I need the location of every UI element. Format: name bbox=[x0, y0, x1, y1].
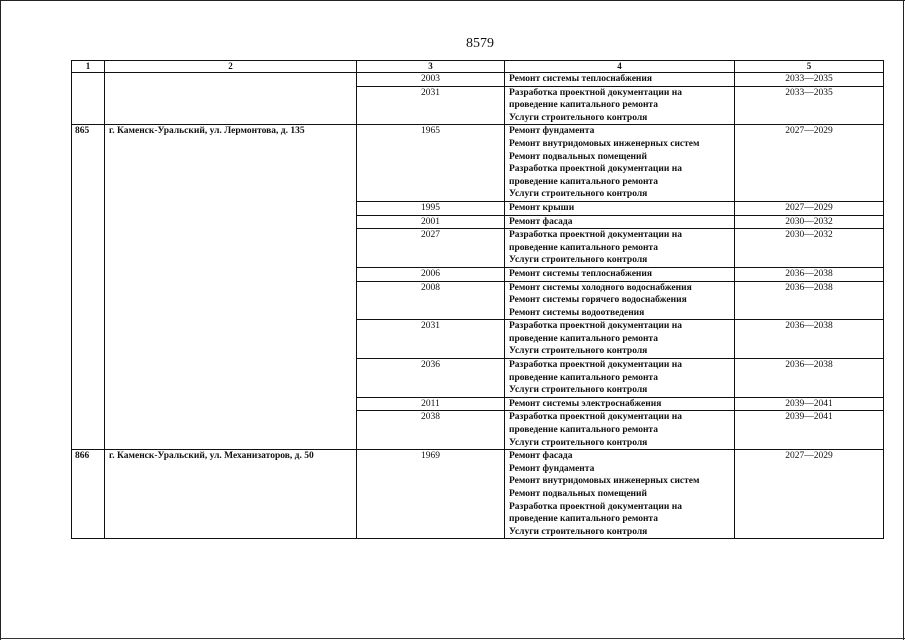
planned-period: 2036—2038 bbox=[735, 267, 884, 281]
work-item: Ремонт фасада bbox=[509, 216, 573, 227]
work-item: Услуги строительного контроля bbox=[509, 526, 648, 537]
work-item: проведение капитального ремонта bbox=[509, 425, 658, 436]
work-item: Разработка проектной документации на bbox=[509, 412, 682, 423]
planned-period: 2030—2032 bbox=[735, 215, 884, 229]
reference-year: 2038 bbox=[357, 411, 505, 450]
planned-period: 2027—2029 bbox=[735, 201, 884, 215]
scan-border-right bbox=[903, 0, 904, 640]
work-item: Разработка проектной документации на bbox=[509, 164, 682, 175]
column-header-5: 5 bbox=[735, 61, 884, 73]
work-item: Ремонт системы горячего водоснабжения bbox=[509, 295, 687, 306]
planned-period: 2033—2035 bbox=[735, 73, 884, 87]
building-number: 866 bbox=[72, 450, 105, 539]
work-types bbox=[505, 320, 735, 359]
work-types bbox=[505, 86, 735, 125]
work-item: проведение капитального ремонта bbox=[509, 242, 658, 253]
table-body bbox=[72, 73, 884, 539]
work-item: Разработка проектной документации на bbox=[509, 230, 682, 241]
work-item: Разработка проектной документации на bbox=[509, 87, 682, 98]
reference-year: 2006 bbox=[357, 267, 505, 281]
building-address: г. Каменск-Уральский, ул. Лермонтова, д. 135 bbox=[105, 125, 357, 450]
scan-border-top bbox=[0, 0, 905, 1]
column-header-4: 4 bbox=[505, 61, 735, 73]
reference-year: 1969 bbox=[357, 450, 505, 539]
planned-period: 2027—2029 bbox=[735, 125, 884, 202]
page-number: 8579 bbox=[466, 36, 494, 51]
reference-year: 1995 bbox=[357, 201, 505, 215]
reference-year: 2003 bbox=[357, 73, 505, 87]
work-item: Ремонт крыши bbox=[509, 202, 575, 213]
work-item: Услуги строительного контроля bbox=[509, 112, 648, 123]
work-types bbox=[505, 125, 735, 202]
work-types bbox=[505, 411, 735, 450]
building-address bbox=[105, 73, 357, 125]
planned-period: 2036—2038 bbox=[735, 320, 884, 359]
column-header-2: 2 bbox=[105, 61, 357, 73]
reference-year: 2031 bbox=[357, 320, 505, 359]
planned-period: 2036—2038 bbox=[735, 359, 884, 398]
work-item: Ремонт системы электроснабжения bbox=[509, 398, 662, 409]
work-item: Разработка проектной документации на bbox=[509, 321, 682, 332]
reference-year: 1965 bbox=[357, 125, 505, 202]
work-types bbox=[505, 359, 735, 398]
work-item: Ремонт системы теплоснабжения bbox=[509, 268, 653, 279]
column-header-1: 1 bbox=[72, 61, 105, 73]
work-item: проведение капитального ремонта bbox=[509, 176, 658, 187]
building-address: г. Каменск-Уральский, ул. Механизаторов, д. 50 bbox=[105, 450, 357, 539]
planned-period: 2030—2032 bbox=[735, 229, 884, 268]
building-number bbox=[72, 73, 105, 125]
work-types bbox=[505, 397, 735, 411]
work-types bbox=[505, 450, 735, 539]
reference-year: 2001 bbox=[357, 215, 505, 229]
work-types bbox=[505, 73, 735, 87]
work-item: Ремонт системы теплоснабжения bbox=[509, 74, 653, 84]
work-item: проведение капитального ремонта bbox=[509, 333, 658, 344]
scan-border-bottom bbox=[0, 638, 905, 639]
work-types bbox=[505, 229, 735, 268]
work-item: Услуги строительного контроля bbox=[509, 189, 648, 200]
work-types bbox=[505, 267, 735, 281]
work-types bbox=[505, 201, 735, 215]
column-header-3: 3 bbox=[357, 61, 505, 73]
table-row bbox=[72, 125, 884, 202]
work-item: Ремонт внутридомовых инженерных систем bbox=[509, 476, 700, 487]
work-item: Ремонт фундамента bbox=[509, 463, 595, 474]
work-item: Ремонт фасада bbox=[509, 451, 573, 462]
work-item: Ремонт фундамента bbox=[509, 126, 595, 137]
work-item: Ремонт внутридомовых инженерных систем bbox=[509, 138, 700, 149]
planned-period: 2039—2041 bbox=[735, 397, 884, 411]
reference-year: 2031 bbox=[357, 86, 505, 125]
table-row bbox=[72, 450, 884, 539]
table-header-row bbox=[72, 61, 884, 73]
work-item: Услуги строительного контроля bbox=[509, 437, 648, 448]
planned-period: 2039—2041 bbox=[735, 411, 884, 450]
repair-schedule-table bbox=[71, 60, 884, 539]
building-number: 865 bbox=[72, 125, 105, 450]
scan-border-left bbox=[0, 0, 1, 640]
table-row bbox=[72, 73, 884, 87]
work-types bbox=[505, 215, 735, 229]
planned-period: 2033—2035 bbox=[735, 86, 884, 125]
work-types bbox=[505, 281, 735, 320]
work-item: Ремонт системы холодного водоснабжения bbox=[509, 282, 692, 293]
planned-period: 2027—2029 bbox=[735, 450, 884, 539]
reference-year: 2027 bbox=[357, 229, 505, 268]
work-item: проведение капитального ремонта bbox=[509, 514, 658, 525]
work-item: Ремонт подвальных помещений bbox=[509, 151, 647, 162]
reference-year: 2036 bbox=[357, 359, 505, 398]
work-item: проведение капитального ремонта bbox=[509, 372, 658, 383]
work-item: Услуги строительного контроля bbox=[509, 385, 648, 396]
work-item: Разработка проектной документации на bbox=[509, 501, 682, 512]
planned-period: 2036—2038 bbox=[735, 281, 884, 320]
reference-year: 2011 bbox=[357, 397, 505, 411]
work-item: Ремонт подвальных помещений bbox=[509, 489, 647, 499]
work-item: Ремонт системы водоотведения bbox=[509, 307, 645, 318]
work-item: Разработка проектной документации на bbox=[509, 360, 682, 371]
work-item: Услуги строительного контроля bbox=[509, 255, 648, 266]
work-item: Услуги строительного контроля bbox=[509, 346, 648, 357]
work-item: проведение капитального ремонта bbox=[509, 100, 658, 111]
reference-year: 2008 bbox=[357, 281, 505, 320]
